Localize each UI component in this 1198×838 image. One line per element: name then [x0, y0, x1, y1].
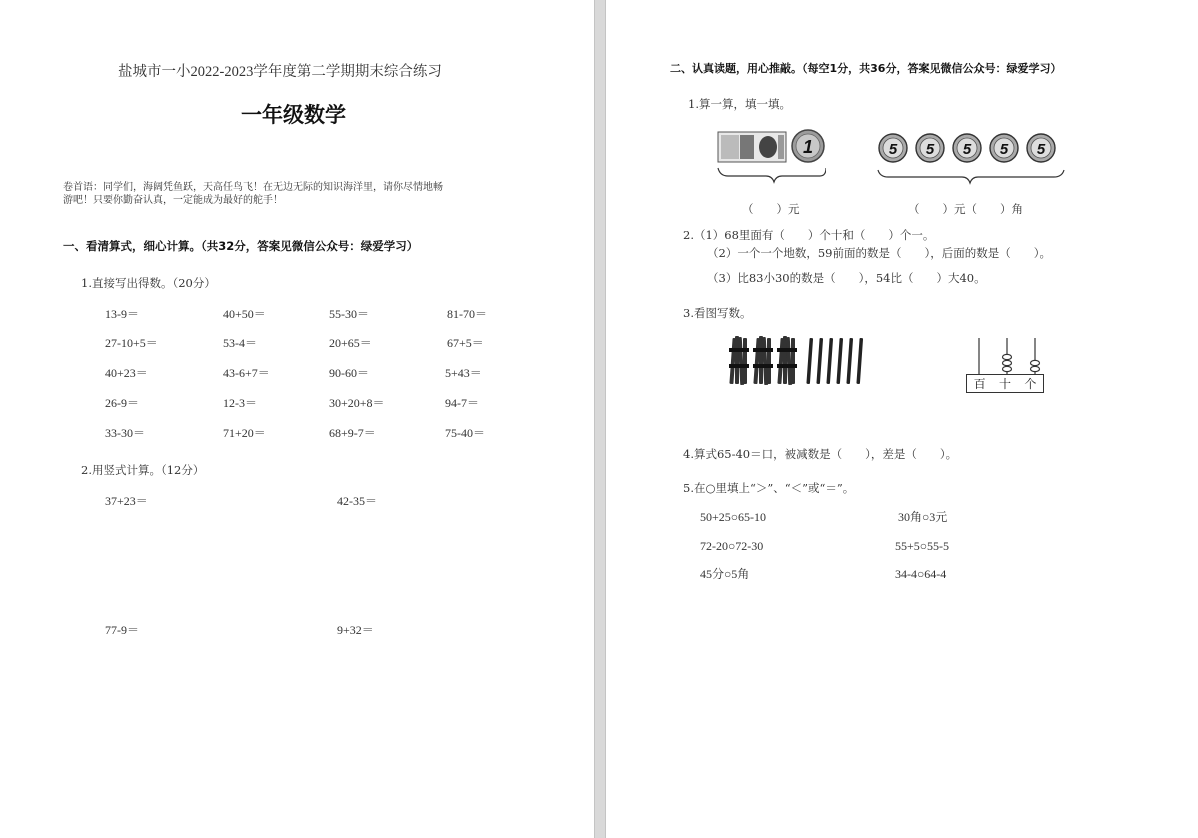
preface-line-2: 游吧！只要你勤奋认真，一定能成为最好的舵手！	[63, 195, 283, 206]
page-gutter	[594, 0, 606, 838]
five-jiao-coin-icon	[953, 134, 981, 162]
page-right	[606, 0, 1198, 838]
coin-value-label: 5	[962, 141, 972, 158]
five-jiao-coins-figure	[876, 130, 1066, 186]
label-ones: 个	[1024, 377, 1037, 391]
equation: 94-7＝	[445, 396, 479, 410]
equation: 67+5＝	[447, 336, 484, 350]
ones-beads	[1031, 360, 1040, 371]
stick-bundle-icon	[753, 336, 773, 385]
five-jiao-coin-icon	[990, 134, 1018, 162]
question-1-label: 1.直接写出得数。（20分）	[81, 276, 216, 290]
label-hundreds: 百	[973, 377, 986, 391]
r-question-3: 3.看图写数。	[683, 306, 752, 320]
vertical-calc-item: 42-35＝	[337, 494, 377, 508]
equation: 20+65＝	[329, 336, 372, 350]
counting-frame-figure	[966, 336, 1048, 394]
five-jiao-coin-icon	[879, 134, 907, 162]
place-value-box	[966, 374, 1044, 393]
coin-value-label: 1	[802, 137, 814, 157]
five-jiao-coin-icon	[916, 134, 944, 162]
equation: 13-9＝	[105, 307, 139, 321]
compare-item: 30角○3元	[898, 510, 948, 524]
r-question-2-3: （3）比83小30的数是（ ），54比（ ）大40。	[707, 271, 986, 285]
r-question-2-1: 2.（1）68里面有（ ）个十和（ ）个一。	[683, 228, 935, 242]
vertical-calc-item: 37+23＝	[105, 494, 148, 508]
coin-value-label: 5	[999, 141, 1009, 158]
compare-item: 50+25○65-10	[700, 510, 767, 524]
equation: 68+9-7＝	[329, 426, 376, 440]
blank-yuan: （ ）元	[742, 202, 800, 216]
compare-item: 55+5○55-5	[895, 539, 950, 553]
stick-bundle-icon	[729, 336, 749, 385]
equation: 5+43＝	[445, 366, 482, 380]
five-jiao-coin-icon	[1027, 134, 1055, 162]
r-question-2-2: （2）一个一个地数，59前面的数是（ ），后面的数是（ ）。	[707, 246, 1051, 260]
equation: 33-30＝	[105, 426, 145, 440]
label-tens: 十	[998, 377, 1011, 391]
coin-value-label: 5	[888, 141, 898, 158]
compare-item: 45分○5角	[700, 567, 750, 581]
equation: 71+20＝	[223, 426, 266, 440]
section-2-heading: 二、认真读题，用心推敲。（每空1分，共36分，答案见微信公众号：绿爱学习）	[670, 62, 1062, 75]
equation: 55-30＝	[329, 307, 369, 321]
abacus-rods	[966, 336, 1048, 376]
equation: 40+23＝	[105, 366, 148, 380]
question-2-label: 2.用竖式计算。（12分）	[81, 463, 205, 477]
r-question-5: 5.在○里填上“＞”、“＜”或“＝”。	[683, 481, 855, 495]
vertical-calc-item: 77-9＝	[105, 623, 139, 637]
section-1-heading: 一、看清算式，细心计算。（共32分，答案见微信公众号：绿爱学习）	[63, 239, 419, 253]
r-question-1: 1.算一算，填一填。	[688, 97, 791, 111]
equation: 81-70＝	[447, 307, 487, 321]
equation: 75-40＝	[445, 426, 485, 440]
banknote-icon	[718, 132, 786, 162]
r-question-4: 4.算式65-40＝口，被减数是（ ），差是（ ）。	[683, 447, 958, 461]
coin-value-label: 5	[1036, 141, 1046, 158]
exam-title: 一年级数学	[241, 103, 346, 127]
coin-value-label: 5	[925, 141, 935, 158]
equation: 43-6+7＝	[223, 366, 270, 380]
equation: 90-60＝	[329, 366, 369, 380]
single-sticks	[806, 338, 863, 384]
tens-beads	[1003, 354, 1012, 371]
one-yuan-coin-icon	[792, 130, 824, 162]
compare-item: 72-20○72-30	[700, 539, 764, 553]
stick-bundles-figure	[726, 334, 866, 390]
equation: 30+20+8＝	[329, 396, 385, 410]
blank-yuan-jiao: （ ）元（ ）角	[908, 202, 1023, 216]
brace	[878, 170, 1064, 183]
banknote-and-coin-figure	[716, 124, 826, 186]
preface-line-1: 卷首语：同学们，海阔凭鱼跃，天高任鸟飞！在无边无际的知识海洋里，请你尽情地畅	[63, 182, 443, 193]
equation: 27-10+5＝	[105, 336, 158, 350]
vertical-calc-item: 9+32＝	[337, 623, 374, 637]
equation: 26-9＝	[105, 396, 139, 410]
exam-subtitle: 盐城市一小2022-2023学年度第二学期期末综合练习	[118, 64, 442, 80]
equation: 12-3＝	[223, 396, 257, 410]
equation: 40+50＝	[223, 307, 266, 321]
stick-bundle-icon	[777, 336, 797, 385]
page-left	[0, 0, 594, 838]
compare-item: 34-4○64-4	[895, 567, 947, 581]
equation: 53-4＝	[223, 336, 257, 350]
brace	[718, 168, 826, 182]
